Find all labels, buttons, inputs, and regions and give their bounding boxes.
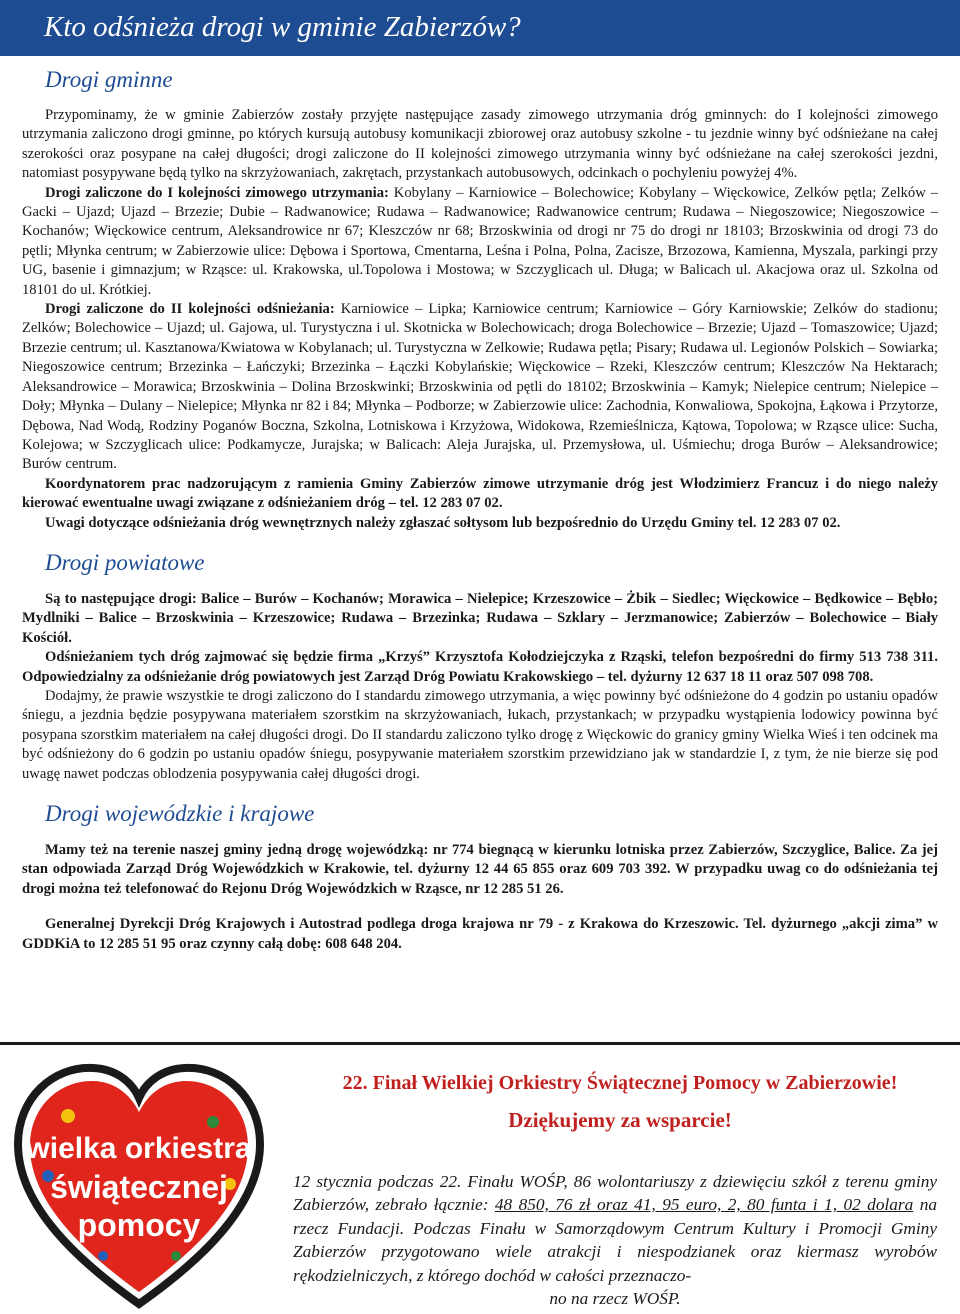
first-priority-label: Drogi zaliczone do I kolejności zimowego utrzymania: (45, 184, 389, 201)
wosp-logo-line-3: pomocy (77, 1207, 201, 1243)
wosp-report-part-b: na rzecz Fundacji. Podczas Finału w Samorządowym Centrum Kultury i Promocji Gminy Zabierzów przygotowano wiele atrakcji i niespodzianek oraz kiermasz wyrobów rękodzielniczych, z którego dochód w całości przeznaczo- (293, 1195, 937, 1285)
wosp-amount: 48 850, 76 zł oraz 41, 95 euro, 2, 80 funta i 1, 02 dolara (494, 1195, 914, 1215)
county-roads-paragraph: Są to następujące drogi: Balice – Burów – Kochanów; Morawica – Nielepice; Krzeszowice – Żbik – Siedlec; Więckowice – Będkowice – Bębło; Mydlniki – Balice – Brzoskwinia – Krzeszowice; Rudawa – Brzezinka; Rudawa – Szklary – Jerzmanowice; Zabierzów – Bolechowice – Biały Kościół. (22, 590, 938, 646)
second-priority-roads: Karniowice – Lipka; Karniowice centrum; Karniowice – Góry Karniowskie; Zelków do stadionu; Zelków; Bolechowice – Ujazd; ul. Gajowa, ul. Turystyczna i ul. Skotnicka w Bolechowicach; droga Bolechowice – Brzezie; Ujazd – Tomaszowice; Ujazd; Brzezie centrum; ul. Kasztanowa/Kwiatowa w Kobylanach; ul. Turystyczna w Zelkowie; Rudawa pętla; Pisary; Rudawa ul. Legionów Polskich – Sowiarka; Niegoszowice centrum; Brzezinka – Łańczyki; Brzezinka – Łączki Kobylańskie; Więckowice – Rzeki, Kleszczów centrum; Kleszczów Na Hektarach; Aleksandrowice – Morawica; Brzoskwinia – Dolina Brzoskwinki; Brzoskwinia od pętli do 18102; Brzoskwinia – Kamyk; Nielepice centrum; Nielepice – Doły; Młynka – Dulany – Nielepice; Młynka nr 82 i 84; Młynka – Podborze; w Zabierzowie ulice: Zachodnia, Konwaliowa, Spokojna, Łąkowa i Przytorze, Dębowa, Nad Wodą, Rodziny Poganów Boczna, Szkolna, Lotniskowa i Krzyżowa, Widokowa, Rzemieślnicza, Kątowa, Topolowa; w Rząsce ulice: Sucha, Kolejowa; w Szczyglicach ulice: Podkamycze, Jurajska; w Balicach: Aleja Jurajska, ul. Przemysłowa, ul. Uśmiechu; droga Burów – Aleksandrowice; Burów centrum. (22, 301, 938, 473)
wosp-title: 22. Finał Wielkiej Orkiestry Świątecznej Pomocy w Zabierzowie! (342, 1072, 898, 1094)
section-divider (0, 1042, 960, 1045)
first-priority-roads: Kobylany – Karniowice – Bolechowice; Kobylany – Więckowice, Zelków pętla; Zelków – Gacki – Ujazd; Ujazd – Brzezie; Dubie – Radwanowice; Rudawa – Radwanowice; Radwanowice centrum; Rudawa – Niegoszowice; Niegoszowice – Kochanów; Więckowice centrum, Aleksandrowice nr 67; Kleszczów nr 68; Brzoskwinia od drogi nr 75 do drogi nr 18103; Brzoskwinia od drogi 73 do pętli; Młynka centrum; w Zabierzowie ulice: Dębowa i Sportowa, Cmentarna, Leśna i Polna, Polna, Zacisze, Brzozowa, Kamienna, Myszala, parkingi przy UG, basenie i gimnazjum; w Rząsce: ul. Krakowska, ul.Topolowa i Mostowa; w Szczyglicach ul. Długa; w Balicach ul. Akacjowa oraz ul. Szkolna od 18101 do ul. Krótkiej. (22, 184, 938, 298)
wosp-logo-line-2: świątecznej (50, 1169, 228, 1205)
wosp-report (293, 1170, 937, 1310)
wosp-heart-logo (8, 1056, 270, 1310)
voivodeship-paragraph: Mamy też na terenie naszej gminy jedną drogę wojewódzką: nr 774 biegnącą w kierunku lotniska przez Zabierzów, Szczyglice, Balice. Za jej stan odpowiada Zarząd Dróg Wojewódzkich w Krakowie, tel. dyżurny 12 44 65 855 oraz 609 703 392. W przypadku uwag co do odśnieżania tej drogi można też telefonować do Rejonu Dróg Wojewódzkich w Rząsce, nr 12 285 51 26. (22, 842, 938, 897)
wosp-logo-line-1: wielka orkiestra (26, 1132, 252, 1165)
second-priority-label: Drogi zaliczone do II kolejności odśnieżania: (45, 301, 335, 318)
intro-paragraph: Przypominamy, że w gminie Zabierzów zostały przyjęte następujące zasady zimowego utrzymania dróg gminnych: do I kolejności zimowego utrzymania zaliczono drogi gminne, po których kursują autobusy komunikacji zbiorowej oraz autobusy szkolne - tu jezdnie winny być odśnieżane na całej szerokości oraz posypane na całej długości; drogi zaliczone do II kolejności zimowego utrzymania winny być odśnieżane na całej szerokości jezdni, natomiast posypywane będą tylko na skrzyżowaniach, zakrętach, przystankach autobusowych, odcinkach o pochyleniu powyżej 4%. (22, 107, 938, 182)
article-body (22, 56, 938, 954)
internal-roads-paragraph: Uwagi dotyczące odśnieżania dróg wewnętrznych należy zgłaszać sołtysom lub bezpośrednio do Urzędu Gminy tel. 12 283 07 02. (45, 514, 841, 531)
first-priority-paragraph (22, 184, 938, 300)
section-heading-powiatowe: Drogi powiatowe (45, 549, 205, 575)
section-heading-gminne: Drogi gminne (45, 67, 173, 92)
second-priority-paragraph (22, 300, 938, 475)
coordinator-paragraph: Koordynatorem prac nadzorującym z ramienia Gminy Zabierzów zimowe utrzymanie dróg jest Włodzimierz Francuz i do niego należy kierować ewentualne uwagi związane z odśnieżaniem dróg – tel. 12 283 07 02. (22, 475, 938, 512)
page-title: Kto odśnieża drogi w gminie Zabierzów? (44, 11, 521, 43)
county-standards-paragraph: Dodajmy, że prawie wszystkie te drogi zaliczono do I standardu zimowego utrzymania, a więc powinny być odśnieżone do 4 godzin po ustaniu opadów śniegu, a jezdnia będzie posypywana materiałem szorstkim na skrzyżowaniach, łukach, przystankach; w przypadku wystąpienia lodowicy powinna być posypana szorstkim materiałem na całej długości drogi. Do II standardu zaliczono tylko drogę z Więckowic do granicy gminy Wielka Wieś i ten odcinek ma być odśnieżony do 6 godzin po ustaniu opadów śniegu, posypywanie materiałem szorstkim przewidziano jak w standardzie I, z tym, że nie bierze się pod uwagę nawet podczas oblodzenia posypywania całej długości drogi. (22, 687, 938, 782)
wosp-thanks: Dziękujemy za wsparcie! (508, 1108, 732, 1132)
header-banner (0, 0, 960, 56)
section-heading-wojewodzkie: Drogi wojewódzkie i krajowe (45, 801, 315, 826)
wosp-report-part-c: no na rzecz WOŚP. (549, 1289, 681, 1309)
wosp-report-part-a: 12 stycznia podczas 22. Finału WOŚP, 86 wolontariuszy z dziewięciu szkół z terenu gminy Zabierzów, zebrało łącznie: (293, 1172, 937, 1215)
county-firm-paragraph: Odśnieżaniem tych dróg zajmować się będzie firma „Krzyś” Krzysztofa Kołodziejczyka z Rząski, telefon bezpośredni do firmy 513 738 311. Odpowiedzialny za odśnieżanie dróg powiatowych jest Zarząd Dróg Powiatu Krakowskiego – tel. dyżurny 12 637 18 11 oraz 507 098 708. (22, 649, 938, 685)
national-road-paragraph: Generalnej Dyrekcji Dróg Krajowych i Autostrad podlega droga krajowa nr 79 - z Krakowa do Krzeszowic. Tel. dyżurnego „akcji zima” w GDDKiA to 12 285 51 95 oraz czynny całą dobę: 608 648 204. (22, 916, 938, 952)
